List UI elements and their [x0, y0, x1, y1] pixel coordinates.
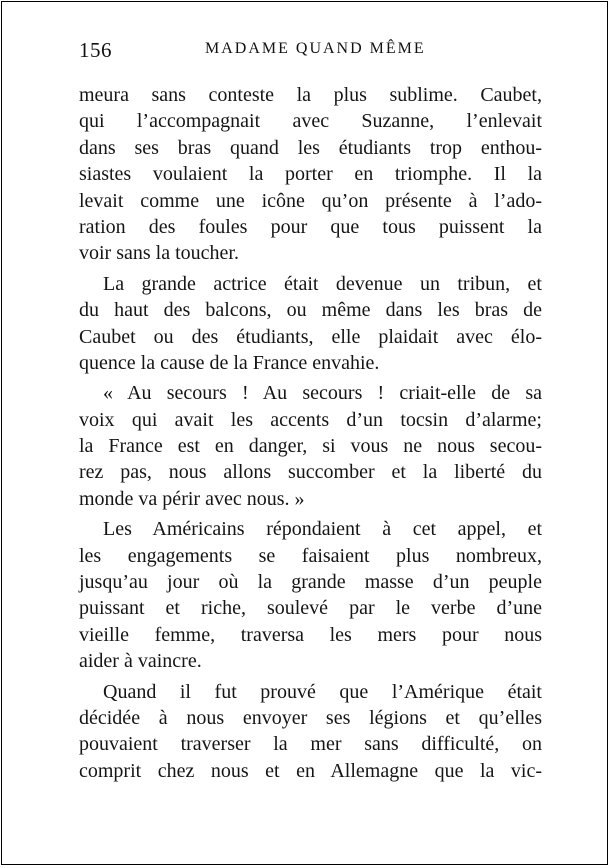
paragraph-2	[79, 271, 542, 377]
paragraph-4	[79, 516, 542, 674]
page-number: 156	[79, 38, 112, 62]
text-line: levait comme une icône qu’on présente à l’ado-	[79, 189, 542, 212]
text-line: La grande actrice était devenue un tribun, et	[103, 272, 542, 295]
text-line: jusqu’au jour où la grande masse d’un peuple	[79, 571, 542, 594]
body-text	[79, 82, 542, 784]
text-line: monde va périr avec nous. »	[79, 487, 305, 510]
text-line: vieille femme, traversa les mers pour nous	[79, 623, 542, 646]
paragraph-3	[79, 380, 542, 512]
text-line: dans ses bras quand les étudiants trop enthou-	[79, 136, 542, 159]
text-line: pouvaient traverser la mer sans difficulté, on	[79, 733, 542, 756]
text-line: aider à vaincre.	[79, 650, 202, 673]
text-line: qui l’accompagnait avec Suzanne, l’enlevait	[79, 110, 542, 133]
text-line: les engagements se faisaient plus nombreux,	[79, 544, 542, 567]
text-line: décidée à nous envoyer ses légions et qu’elles	[79, 706, 542, 729]
text-line: rez pas, nous allons succomber et la liberté du	[79, 461, 542, 484]
text-line: Caubet ou des étudiants, elle plaidait avec élo-	[79, 325, 542, 348]
paragraph-5	[79, 679, 542, 785]
text-line: Quand il fut prouvé que l’Amérique était	[103, 680, 542, 703]
text-line: « Au secours ! Au secours ! criait-elle de sa	[103, 382, 542, 405]
text-line: Les Américains répondaient à cet appel, et	[103, 518, 542, 541]
text-line: comprit chez nous et en Allemagne que la vic-	[79, 759, 542, 782]
page-header	[79, 38, 539, 64]
text-line: meura sans conteste la plus sublime. Caubet,	[79, 84, 542, 106]
text-line: voix qui avait les accents d’un tocsin d’alarme;	[79, 408, 542, 431]
text-line: du haut des balcons, ou même dans les bras de	[79, 299, 542, 322]
text-line: siastes voulaient la porter en triomphe. Il la	[79, 163, 542, 186]
running-title: MADAME QUAND MÊME	[205, 40, 426, 57]
text-line: ration des foules pour que tous puissent la	[79, 215, 542, 238]
text-line: puissant et riche, soulevé par le verbe d’une	[79, 597, 542, 620]
book-page	[1, 1, 608, 865]
text-line: la France est en danger, si vous ne nous secou-	[79, 435, 542, 458]
text-line: quence la cause de la France envahie.	[79, 351, 380, 374]
text-line: voir sans la toucher.	[79, 242, 239, 265]
paragraph-1	[79, 82, 542, 267]
